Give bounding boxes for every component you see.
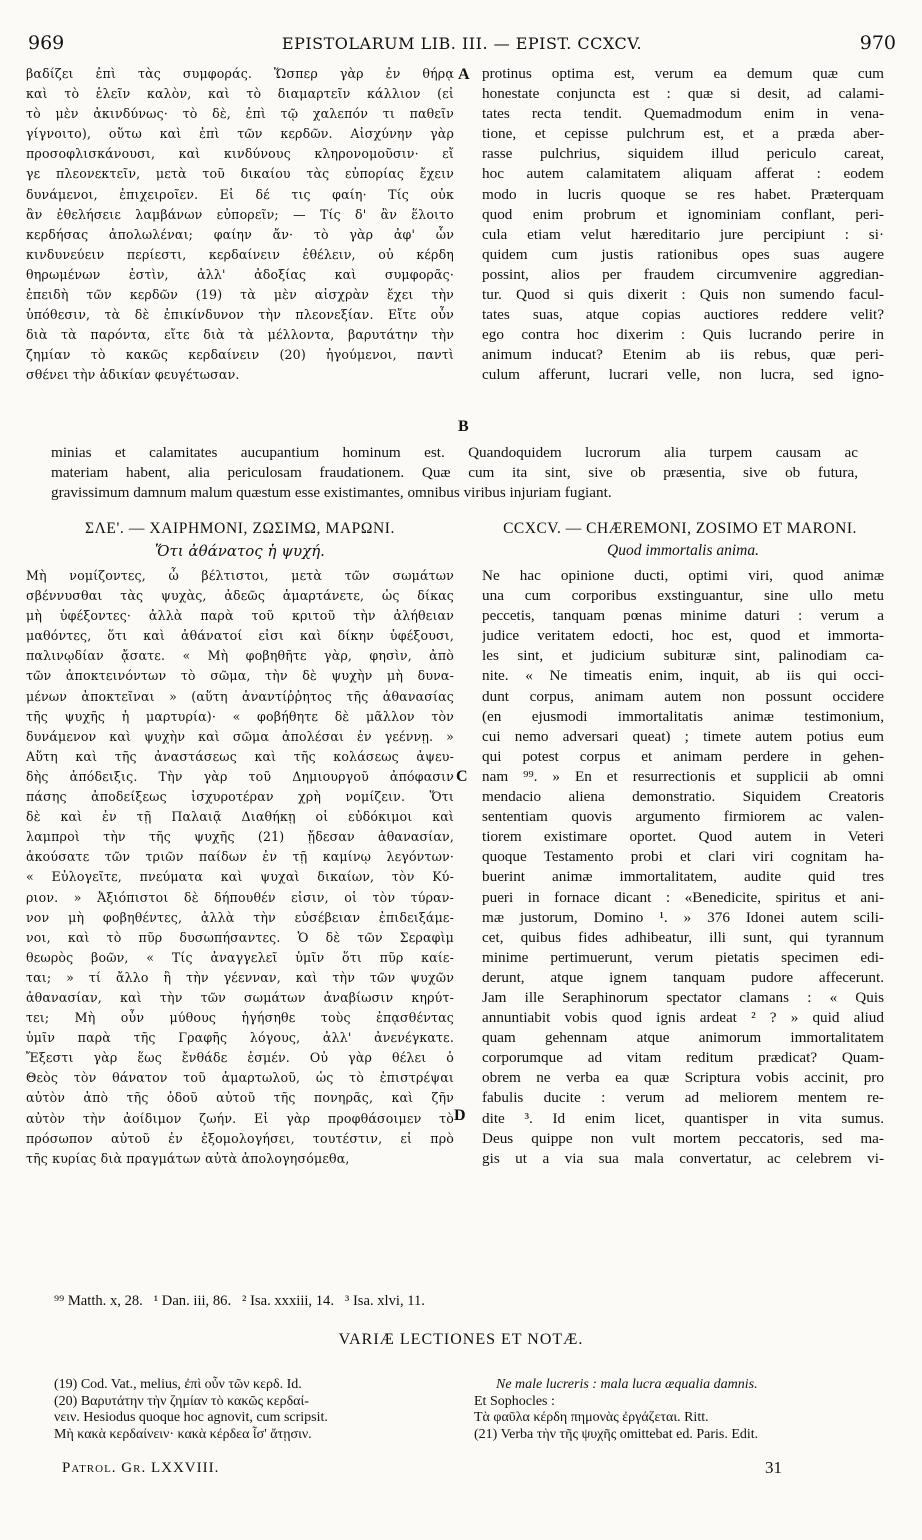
note-line: (21) Verba τὴν τῆς ψυχῆς omittebat ed. Paris. Edit. <box>474 1426 759 1442</box>
text-line: ἐπειδὴ τῶν κερδῶν (19) τὰ μὲν αἰσχρὰν ἔχει τὴν <box>26 287 454 303</box>
text-line: tiorem existimare oportet. Quod autem in Veteri <box>482 828 884 846</box>
text-line: Ἔξεστι γὰρ ἕως ἔνθάδε ἐσμέν. Οὐ γὰρ θέλει ὁ <box>26 1050 454 1066</box>
text-line: pueri in fornace dicant : «Benedicite, spiritus et ani- <box>482 888 884 906</box>
text-line: annuntiabit vobis quod ignis ardeat ² ? » quid aliud <box>482 1009 884 1027</box>
text-line: δὴς ἀπόδειξις. Τὴν γὰρ τοῦ Δημιουργοῦ ἀπόφασιν <box>26 768 454 784</box>
text-line: fabulis ducite : verum ad meliorem mentem re- <box>482 1089 884 1107</box>
margin-marker-d: D <box>454 1107 466 1124</box>
text-line: mæ justorum, Domino ¹. » 376 Idonei autem scili- <box>482 908 884 926</box>
text-line: πάσης ἀποδείξεως ἰσχυροτέραν χρὴ νομίζειν. Ὅτι <box>26 789 454 805</box>
text-line: tates suas, atque copias auctiores reddere velit? <box>482 306 884 324</box>
text-line: καὶ τὸ ἑλεῖν καλὸν, καὶ τὸ διαμαρτεῖν κάλλιον (εἰ <box>26 86 454 102</box>
text-line: τὸ μὲν ἀκινδύνως· τὸ δὲ, ἐπὶ τῷ χαλεπόν τι παθεῖν <box>26 106 454 122</box>
text-line: κερδήσας ἀπολωλέναι; φαίην ἄν· τὸ γὰρ ἀφ' ὧν <box>26 226 454 242</box>
text-line: κινδυνεύειν περίεστι, κερδαίνειν ἐθέλειν, οὐ κέρδη <box>26 246 454 262</box>
text-line: gravissimum damnum malum quæstum esse existimantes, omnibus viribus injuriam fugiant. <box>51 484 612 502</box>
text-line: βαδίζει ἐπὶ τὰς συμφοράς. Ὥσπερ γὰρ ἐν θήρᾳ <box>26 66 454 81</box>
text-line: μαθόντες, ὅτι καὶ ἀθάνατοί εἰσι καὶ δίκην ὑφέξουσι, <box>26 628 454 644</box>
text-line: possint, alios per fraudem circumvenire aggredian- <box>482 265 884 283</box>
margin-marker-b: B <box>458 418 469 435</box>
text-line: ἀθανασίαν, καὶ τὴν τῶν σωμάτων ἀναβίωσιν κηρύτ- <box>26 989 454 1005</box>
text-line: Jam ille Seraphinorum spectator clamans : « Quis <box>482 988 884 1006</box>
text-line: νοι, καὶ τὸ πῦρ δυσωπήσαντες. Ὁ δὲ τῶν Σεραφὶμ <box>26 929 454 945</box>
latin-letter-heading: CCXCV. — CHÆREMONI, ZOSIMO ET MARONI. <box>503 520 857 537</box>
running-title: EPISTOLARUM LIB. III. — EPIST. CCXCV. <box>281 34 643 53</box>
text-line: τῆς ψυχῆς ἡ μαρτυρία)· « φοβήθητε δὲ μᾶλλον τὸν <box>26 708 454 724</box>
text-line: Μὴ νομίζοντες, ὦ βέλτιστοι, μετὰ τῶν σωμάτων <box>26 568 454 583</box>
text-line: corporumque ad vitam reditum prædicat? Quam- <box>482 1049 884 1067</box>
greek-letter-heading: ΣΛΕ'. — ΧΑΙΡΗΜΟΝΙ, ΖΩΣΙΜΩ, ΜΑΡΩΝΙ. <box>84 520 396 537</box>
text-line: hoc autem calamitatem aliquam afferat : eodem <box>482 165 884 183</box>
text-line: quoque Testamento probi et clari viri cognitam ha- <box>482 848 884 866</box>
page-number-left: 969 <box>28 32 65 54</box>
text-line: ὑπόθεσιν, τὰ δὲ ἐπικίνδυνον τὴν πλεονεξίαν. Εἴτε οὖν <box>26 307 454 323</box>
text-line: λαμπροὶ τὴν τῆς ψυχῆς (21) ᾔδεσαν ἀθανασίαν, <box>26 829 454 845</box>
text-line: γίγνοιτο), οὕτω καὶ ἐπὶ τῶν κερδῶν. Αἰσχύνην γὰρ <box>26 126 454 142</box>
note-line: (19) Cod. Vat., melius, ἐπὶ οὖν τῶν κερδ. Id. <box>54 1377 302 1392</box>
page-header <box>28 32 896 58</box>
text-line: αὐτὸν τὴν ἀοίδιμον ζωήν. Εἰ γὰρ προφθάσοιμεν τὸ <box>26 1110 454 1126</box>
text-line: διὰ τὰ παρόντα, εἴτε διὰ τὰ μέλλοντα, βαρυτάτην τὴν <box>26 327 454 343</box>
text-line: gis ut a via sua mala convertatur, ac celebrem vi- <box>482 1149 884 1167</box>
text-line: una cum corporibus exstinguantur, sine ullo metu <box>482 587 884 605</box>
text-line: culum afferunt, lucrari velle, non lucra, sed igno- <box>482 366 884 384</box>
text-line: obrem ne verba ea quæ Scriptura vobis accinit, pro <box>482 1069 884 1087</box>
text-line: ἂν ἐθελήσειε λαμβάνων εὐπορεῖν; — Τίς δ' ἂν ἕλοιτο <box>26 206 454 222</box>
text-line: αὐτὸν ἀπὸ τῆς ὁδοῦ αὐτοῦ τῆς πονηρᾶς, καὶ ζῆν <box>26 1090 454 1106</box>
text-line: προσοφλισκάνουσι, καὶ κινδύνους κληρονομοῦσιν· εἴ <box>26 146 454 162</box>
text-line: Θεὸς τὸν θάνατον τοῦ ἁμαρτωλοῦ, ὡς τὸ ἐπιστρέψαι <box>26 1070 454 1086</box>
text-line: γε πλεονεκτεῖν, μετὰ τοῦ δικαίου τὰς εὐπορίας ἔχειν <box>26 166 454 182</box>
text-line: cui nemo adversari queat) ; timete autem potius eum <box>482 727 884 745</box>
text-line: ριον. » Ἀξιόπιστοι δὲ δήπουθέν εἰσιν, οἱ τὸν τύραν- <box>26 889 454 905</box>
scripture-references: ⁹⁹ Matth. x, 28. ¹ Dan. iii, 86. ² Isa. xxxiii, 14. ³ Isa. xlvi, 11. <box>54 1293 425 1309</box>
text-line: materiam habent, alia periculosam fraudationem. Quæ cum ita sint, sive ob præsentia, sive ob futura, <box>51 464 858 482</box>
text-line: protinus optima est, verum ea demum quæ cum <box>482 65 884 82</box>
text-line: nite. « Ne timeatis enim, inquit, ab iis qui occi- <box>482 667 884 685</box>
margin-marker-a: A <box>458 66 470 83</box>
text-line: quidem cum justis rationibus opes suas augere <box>482 245 884 263</box>
top-greek-column <box>26 64 454 386</box>
text-line: derunt, atque ignem tanquam pudore affecerunt. <box>482 968 884 986</box>
text-line: peccetis, tanquam pœnas minime daturi : verum a <box>482 607 884 625</box>
text-line: qui potest corpus et animam perdere in gehen- <box>482 747 884 765</box>
note-line: Τὰ φαῦλα κέρδη πημονὰς ἐργάζεται. Ritt. <box>474 1410 709 1425</box>
text-line: tur. Quod si quis dixerit : Quis non sumendo facul- <box>482 286 884 304</box>
note-line: (20) Βαρυτάτην τὴν ζημίαν τὸ κακῶς κερδαί- <box>54 1393 309 1409</box>
top-latin-column <box>482 64 884 386</box>
latin-letter-subheading: Quod immortalis anima. <box>607 542 759 559</box>
page-number-right: 970 <box>859 32 896 54</box>
text-line: δὲ καὶ ἐν τῇ Παλαιᾷ Διαθήκῃ οἱ εὐδόκιμοι καὶ <box>26 809 454 825</box>
text-line: θεωρὸς βοῶν, « Τίς ἀναγγελεῖ ὑμῖν ὅτι πῦρ καίε- <box>26 949 454 965</box>
text-line: πρόσωπον αὐτοῦ ἐν ἐξομολογήσει, τουτέστιν, εἰ πρὸ <box>26 1130 454 1146</box>
text-line: modo in lucris quoque se res habet. Præterquam <box>482 185 884 203</box>
notes-left-column <box>54 1377 464 1443</box>
text-line: ται; » τί ἄλλο ἢ τὴν γέενναν, καὶ τὴν τῶν ψυχῶν <box>26 969 454 985</box>
full-width-continuation <box>51 443 858 503</box>
text-line: ἀκούσατε τῶν τριῶν παίδων ἐν τῇ καμίνῳ λεγόντων· <box>26 849 454 865</box>
note-line: Et Sophocles : <box>474 1393 555 1409</box>
text-line: δυνάμενον καὶ ψυχὴν καὶ σῶμα ἀπολέσαι ἐν γεέννῃ. » <box>26 728 454 744</box>
margin-marker-c: C <box>456 768 468 785</box>
text-line: buerint animæ immortalitatem, audite quid tres <box>482 868 884 886</box>
text-line: τῶν ἀποκτεινόντων τὸ σῶμα, τὴν δὲ ψυχὴν μὴ δυνα- <box>26 668 454 684</box>
text-line: Deus quippe non vult mortem peccatoris, sed ma- <box>482 1129 884 1147</box>
text-line: minime pertimuerunt, verum pietatis specimen edi- <box>482 948 884 966</box>
body-greek-column <box>26 566 454 1169</box>
text-line: dunt corpus, animam autem non possunt occidere <box>482 687 884 705</box>
text-line: ζημίαν τὸ κακῶς κερδαίνειν (20) ἡγούμενοι, παντὶ <box>26 347 454 363</box>
notes-right-column <box>474 1377 894 1443</box>
text-line: tates recta tendit. Quemadmodum enim in vena- <box>482 105 884 123</box>
footer-signature-number: 31 <box>765 1458 782 1477</box>
text-line: nam ⁹⁹. » En et resurrectionis et supplicii ab omni <box>482 767 884 785</box>
text-line: quod enim probrum et ignominiam conflant, peri- <box>482 205 884 223</box>
text-line: τῆς κυρίας διὰ πραγμάτων αὐτὰ ἀπολογησόμεθα, <box>26 1150 350 1166</box>
notes-heading: VARIÆ LECTIONES ET NOTÆ. <box>338 1331 584 1348</box>
text-line: cet, quibus fides adhibeatur, illi sunt, qui tyrannum <box>482 928 884 946</box>
text-line: παλινῳδίαν ᾄσατε. « Μὴ φοβηθῆτε γὰρ, φησὶν, ἀπὸ <box>26 648 454 664</box>
text-line: μένων ἀποκτεῖναι » (αὕτη ἀναντίῤῥητος τῆς ἀθανασίας <box>26 688 454 704</box>
note-line: νειν. Hesiodus quoque hoc agnovit, cum scripsit. <box>54 1410 328 1425</box>
text-line: animum inducat? Etenim ab iis rebus, quæ peri- <box>482 346 884 364</box>
text-line: sententiam quovis argumento firmiorem ac valen- <box>482 808 884 826</box>
text-line: νον μὴ φοβηθέντες, ἀλλὰ τὴν εὐσέβειαν ἐπιδειξάμε- <box>26 909 454 925</box>
text-line: (en ejusmodi immortalitatis animæ testimonium, <box>482 707 884 725</box>
text-line: σβέννυσθαι τὰς ψυχὰς, ἀδεῶς ἁμαρτάνετε, ὡς δίκας <box>26 588 454 604</box>
text-line: δυνάμενοι, ἐπιχειροῖεν. Εἰ δέ τις φαίη· Τίς οὐκ <box>26 186 454 202</box>
text-line: tione, et cepisse pulchrum est, et a præda aber- <box>482 125 884 143</box>
text-line: honestate conjuncta est : quæ si desit, ad calami- <box>482 85 884 103</box>
text-line: θηρωμένων ἐστὶν, ἀλλ' ἀδοξίας καὶ συμφορᾶς· <box>26 266 454 282</box>
text-line: ὑμῖν παρὰ τῆς Γραφῆς λόγους, ἀλλ' ἀνενέγκατε. <box>26 1030 454 1046</box>
text-line: Ne hac opinione ducti, optimi viri, quod animæ <box>482 567 884 584</box>
text-line: τει; Μὴ οὖν μύθους ἡγήσηθε τοὺς ἐπᾳσθέντας <box>26 1010 454 1026</box>
text-line: minias et calamitates aucupantium hominum est. Quandoquidem lucrorum alia turpem causam ac <box>51 444 858 461</box>
text-line: Αὕτη καὶ τῆς ἀναστάσεως καὶ τῆς κολάσεως ἀψευ- <box>26 748 454 764</box>
text-line: les sint, et judicium subituræ sint, palinodiam ca- <box>482 647 884 665</box>
text-line: ego contra hoc dixerim : Quis lucrando perire in <box>482 326 884 344</box>
text-line: « Εὐλογεῖτε, πνεύματα καὶ ψυχαὶ δικαίων, τὸν Κύ- <box>26 869 454 885</box>
body-latin-column <box>482 566 884 1169</box>
text-line: cula etiam velut hæreditario jure percipiunt : si· <box>482 225 884 243</box>
text-line: μὴ ὑφέξοντες· ἀλλὰ παρὰ τοῦ κριτοῦ τὴν ἀλήθειαν <box>26 608 454 624</box>
footer-collection: Patrol. Gr. LXXVIII. <box>62 1460 220 1476</box>
note-line: Ne male lucreris : mala lucra æqualia damnis. <box>496 1377 758 1392</box>
text-line: dite ³. Id enim licet, quantisper in vita sumus. <box>482 1109 884 1127</box>
text-line: quam gehennam atque animorum immortalitatem <box>482 1029 884 1047</box>
text-line: mendacio aliena demonstratio. Siquidem Creatoris <box>482 788 884 806</box>
text-line: judice veritatem edocti, hoc est, quod et immorta- <box>482 627 884 645</box>
note-line: Μὴ κακὰ κερδαίνειν· κακὰ κέρδεα ἶσ' ἄτῃσιν. <box>54 1426 312 1442</box>
text-line: rasse pulchrius, siquidem illud periculo careat, <box>482 145 884 163</box>
greek-letter-subheading: Ὅτι ἀθάνατος ἡ ψυχή. <box>155 542 325 560</box>
text-line: σθένει τὴν ἀδικίαν φευγέτωσαν. <box>26 367 240 383</box>
